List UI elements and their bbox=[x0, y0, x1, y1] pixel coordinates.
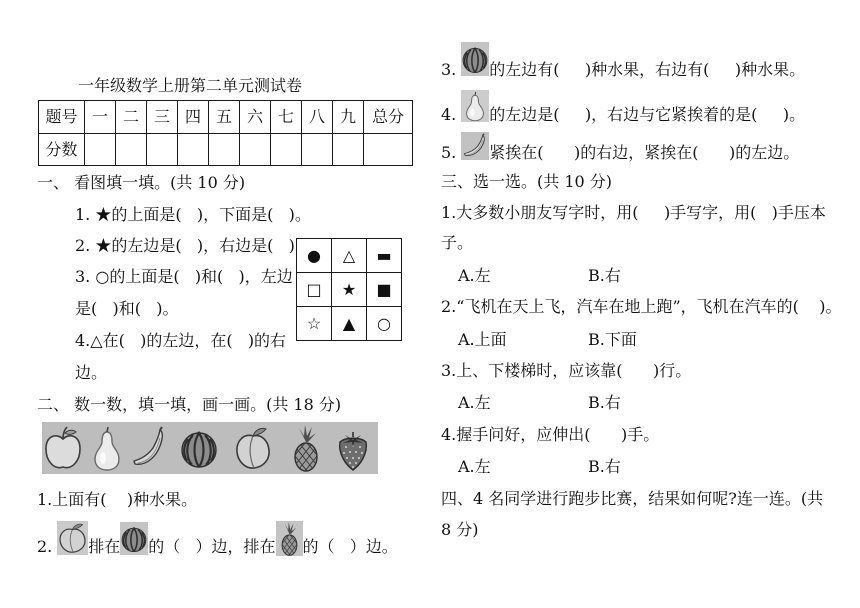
shape-cell: ○ bbox=[367, 307, 402, 341]
question-text: 的左边是( )，右边与它紧挨着的是( )。 bbox=[489, 105, 806, 124]
question-number: 3. bbox=[441, 60, 457, 79]
question-text: 排在 bbox=[88, 537, 121, 556]
section-2-heading: 二、 数一数，填一填，画一画。(共 18 分) bbox=[37, 395, 342, 414]
question-text: 的（ ）边，排在 bbox=[148, 537, 276, 556]
shape-cell: ★ bbox=[332, 273, 367, 307]
score-cell bbox=[147, 134, 178, 166]
section-2-question-4 bbox=[441, 90, 805, 125]
score-cell bbox=[302, 134, 333, 166]
option-a: A.上面 bbox=[458, 330, 507, 349]
section-4-heading: 四、4 名同学进行跑步比赛，结果如何呢?连一连。(共 bbox=[441, 489, 824, 508]
section-3-question-line: 4.握手问好，应伸出( )手。 bbox=[441, 425, 660, 444]
section-2-question-2 bbox=[37, 521, 398, 557]
question-number: 2. bbox=[37, 537, 53, 556]
page-title: 一年级数学上册第二单元测试卷 bbox=[78, 76, 303, 95]
section-1-heading: 一、 看图填一填。(共 10 分) bbox=[37, 173, 246, 192]
section-3-question-line: 2.“飞机在天上飞，汽车在地上跑”，飞机在汽车的( )。 bbox=[441, 297, 842, 316]
question-text: 的（ ）边。 bbox=[302, 537, 398, 556]
shape-cell: ■ bbox=[367, 273, 402, 307]
score-cell bbox=[85, 134, 116, 166]
score-cell bbox=[209, 134, 240, 166]
score-table-header-cell: 四 bbox=[178, 101, 209, 134]
score-table-header-cell: 五 bbox=[209, 101, 240, 134]
section-1-question-line: 是( )和( )。 bbox=[75, 299, 179, 318]
score-table-header-cell: 三 bbox=[147, 101, 178, 134]
score-table-header-cell: 总分 bbox=[364, 101, 413, 134]
shape-grid-row bbox=[297, 239, 402, 273]
score-table-header-cell: 六 bbox=[240, 101, 271, 134]
score-table-header-cell: 题号 bbox=[39, 101, 85, 134]
fruit-strip-image bbox=[42, 422, 378, 474]
shape-cell: ▲ bbox=[332, 307, 367, 341]
shape-grid-row bbox=[297, 307, 402, 341]
shape-cell: ▬ bbox=[367, 239, 402, 273]
option-a: A.左 bbox=[458, 457, 491, 476]
score-cell bbox=[364, 134, 413, 166]
option-b: B.下面 bbox=[588, 330, 637, 349]
question-number: 5. bbox=[441, 143, 457, 162]
pineapple-icon bbox=[276, 521, 303, 556]
pear-icon bbox=[461, 90, 489, 122]
score-cell bbox=[240, 134, 271, 166]
question-text: 的左边有( )种水果，右边有( )种水果。 bbox=[489, 60, 806, 79]
shape-grid-row bbox=[297, 273, 402, 307]
score-cell bbox=[178, 134, 209, 166]
section-1-question-line: 1. ★的上面是( )，下面是( )。 bbox=[75, 205, 311, 224]
section-2-question-1: 1.上面有( )种水果。 bbox=[37, 490, 198, 509]
section-4-heading-continued: 8 分) bbox=[441, 520, 479, 539]
banana-icon bbox=[461, 132, 489, 160]
section-3-question-line: 1.大多数小朋友写字时，用( )手写字，用( )手压本 bbox=[441, 203, 826, 222]
section-3-heading: 三、选一选。(共 10 分) bbox=[441, 172, 613, 191]
score-table-header-row bbox=[39, 101, 413, 134]
score-table-header-cell: 二 bbox=[116, 101, 147, 134]
shape-cell: △ bbox=[332, 239, 367, 273]
option-b: B.右 bbox=[588, 457, 621, 476]
question-text: 紧挨在( )的右边，紧挨在( )的左边。 bbox=[489, 143, 800, 162]
section-1-question-line: 2. ★的左边是( )，右边是( ) bbox=[75, 236, 295, 255]
section-1-question-line: 边。 bbox=[75, 363, 108, 382]
section-3-question-line: 子。 bbox=[441, 233, 474, 252]
score-table-header-cell: 一 bbox=[85, 101, 116, 134]
option-a: A.左 bbox=[458, 393, 491, 412]
score-table bbox=[38, 100, 413, 166]
shape-cell: ☆ bbox=[297, 307, 332, 341]
score-table-header-cell: 九 bbox=[333, 101, 364, 134]
shape-grid bbox=[296, 238, 402, 341]
score-table-header-cell: 七 bbox=[271, 101, 302, 134]
option-a: A.左 bbox=[458, 266, 491, 285]
score-table-score-row bbox=[39, 134, 413, 166]
shape-cell: □ bbox=[297, 273, 332, 307]
shape-cell: ● bbox=[297, 239, 332, 273]
watermelon-icon bbox=[120, 522, 148, 555]
score-cell bbox=[116, 134, 147, 166]
score-cell bbox=[271, 134, 302, 166]
section-2-question-5 bbox=[441, 132, 799, 163]
score-cell bbox=[333, 134, 364, 166]
peach-icon bbox=[57, 521, 88, 555]
option-b: B.右 bbox=[588, 393, 621, 412]
section-2-question-3 bbox=[441, 42, 805, 80]
option-b: B.右 bbox=[588, 266, 621, 285]
section-3-question-line: 3.上、下楼梯时，应该靠( )行。 bbox=[441, 361, 692, 380]
section-1-question-line: 3. ○的上面是( )和( )，左边 bbox=[75, 267, 293, 286]
question-number: 4. bbox=[441, 105, 457, 124]
section-1-question-line: 4.△在( )的左边，在( )的右 bbox=[75, 331, 287, 350]
score-table-header-cell: 八 bbox=[302, 101, 333, 134]
watermelon-icon bbox=[461, 42, 489, 76]
score-table-row-label: 分数 bbox=[39, 134, 85, 166]
